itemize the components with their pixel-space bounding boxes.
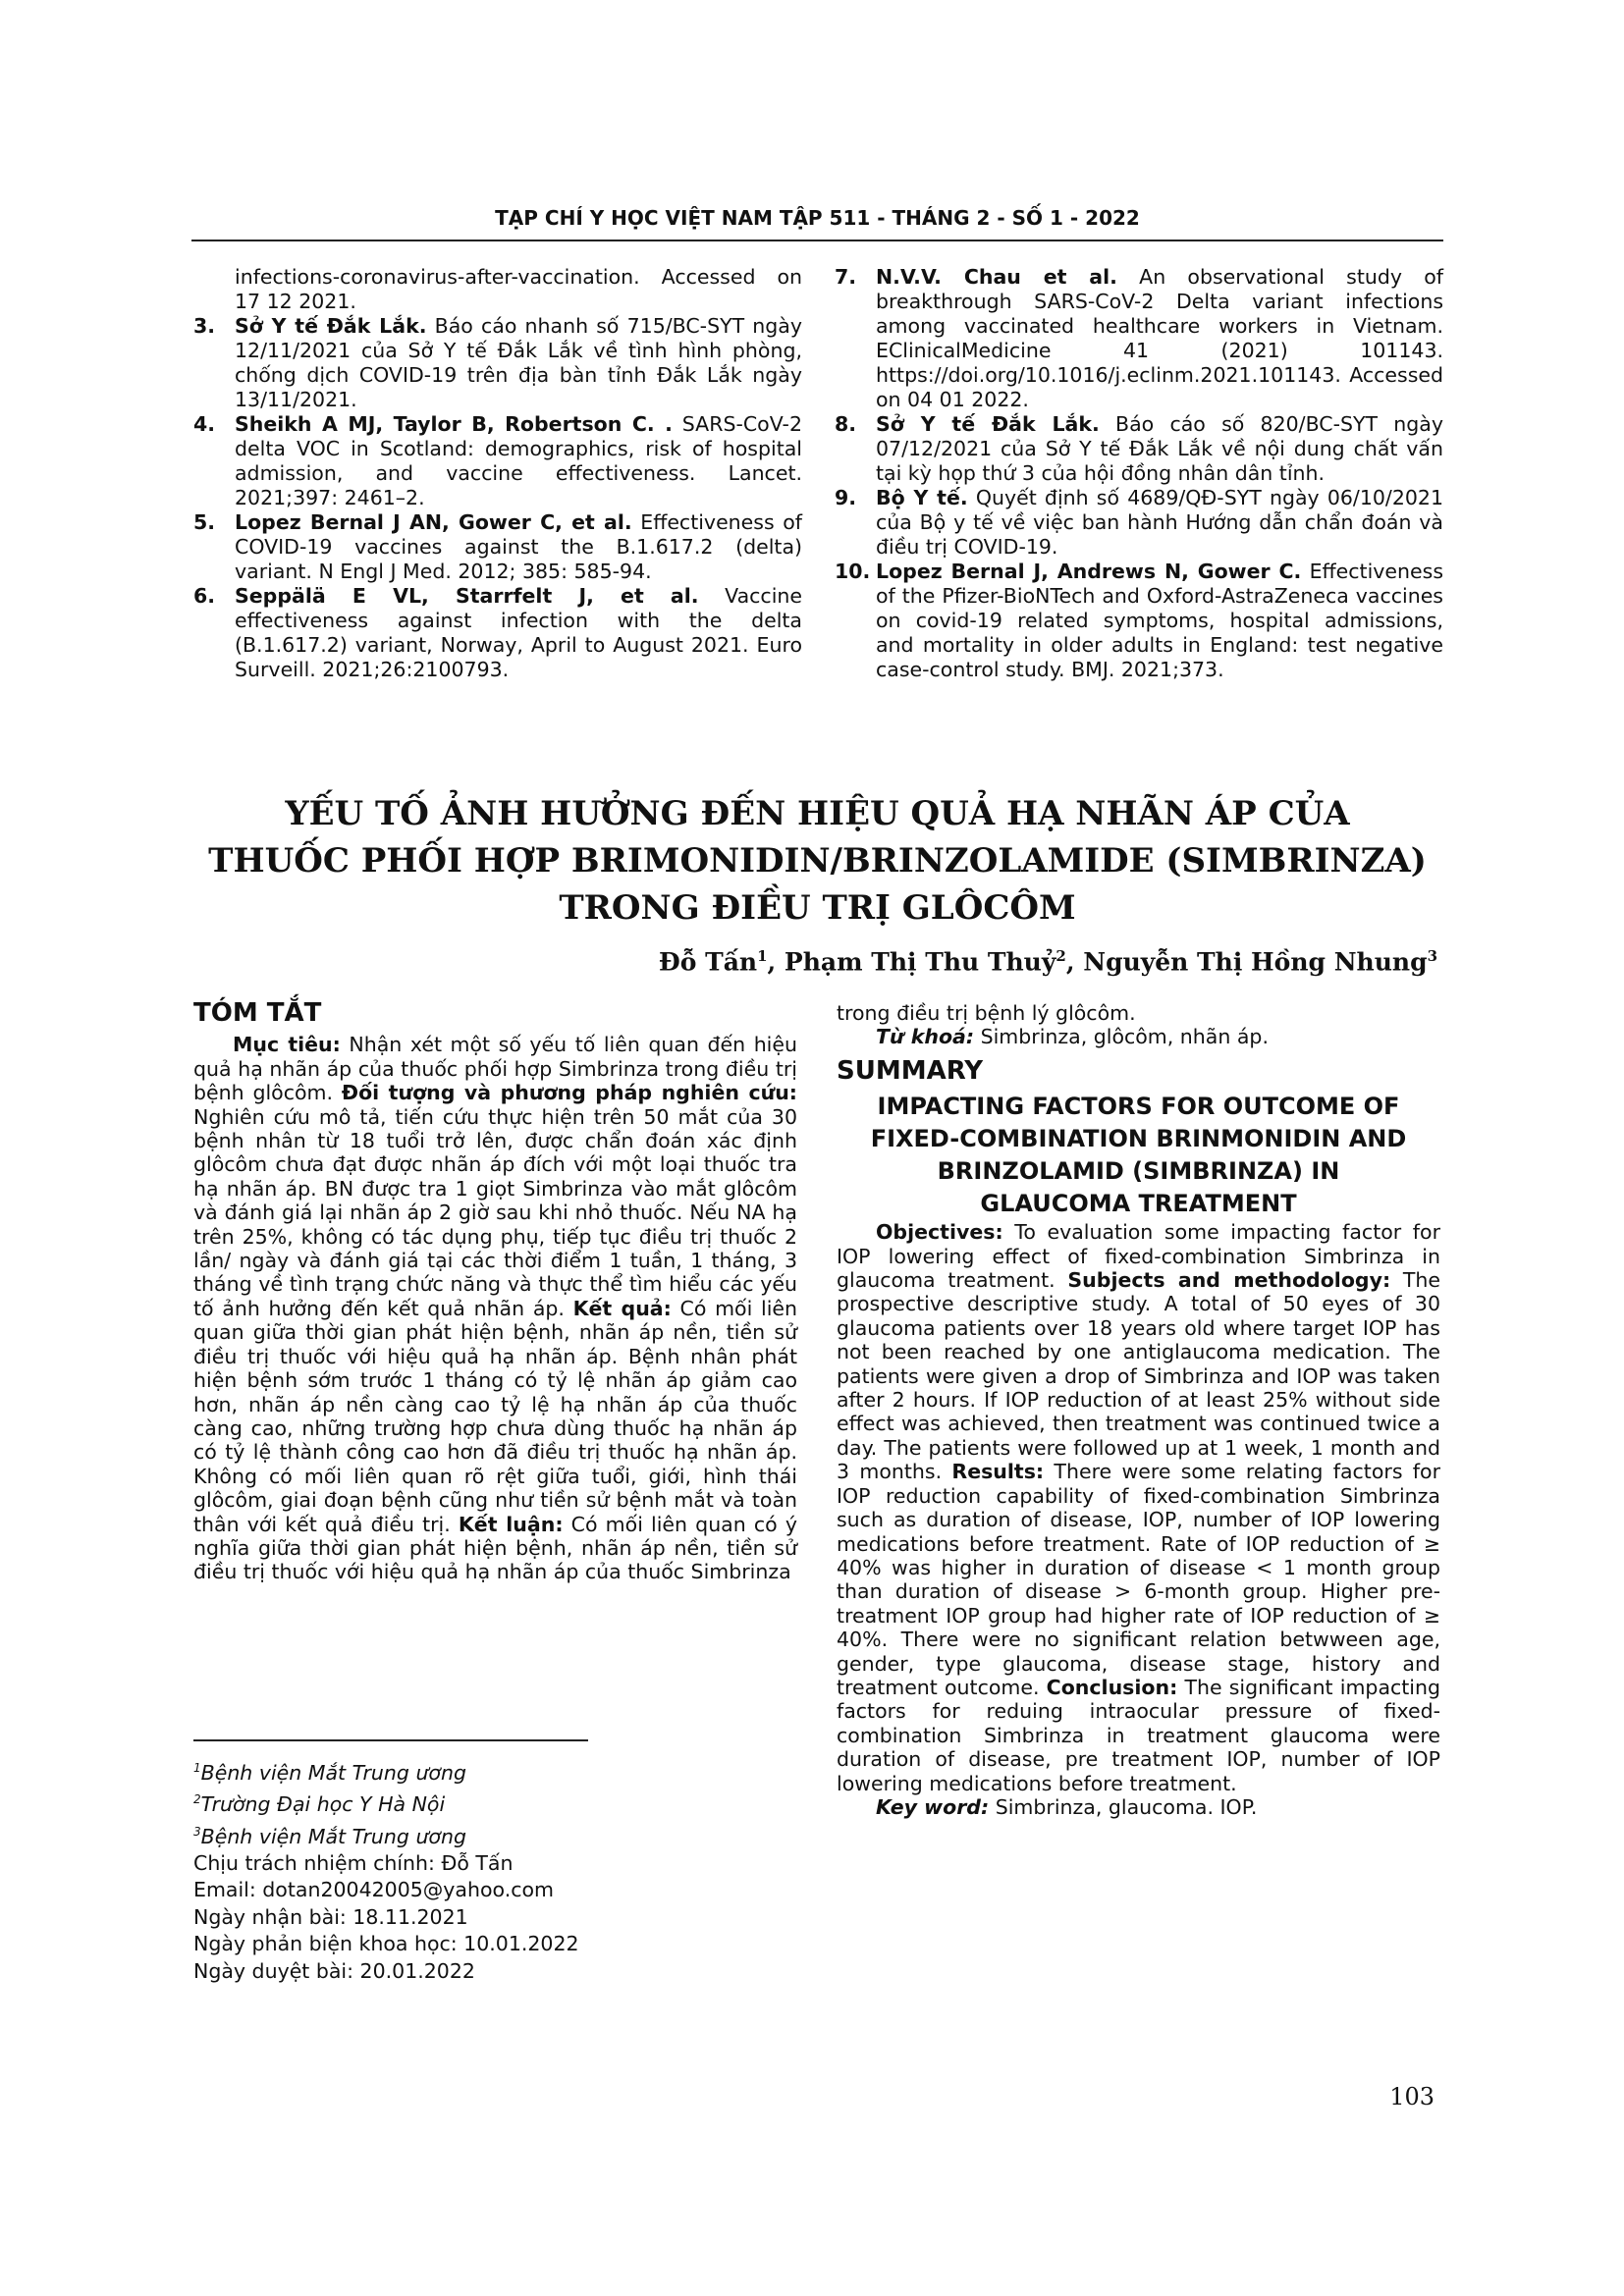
label-subjects: Subjects and methodology:	[1067, 1268, 1391, 1293]
reference-text: Báo cáo nhanh số 715/BC-SYT ngày 12/11/2021 của Sở Y tế Đắk Lắk về tình hình phòng, chống dịch COVID-19 trên địa bàn tỉnh Đắk Lắk ngày 13/11/2021.	[235, 314, 802, 411]
english-title-line: IMPACTING FACTORS FOR OUTCOME OF	[877, 1093, 1400, 1121]
label-results-en: Results:	[951, 1460, 1045, 1484]
affiliation-mark: 3	[193, 1824, 201, 1839]
reference-number: 3.	[193, 314, 216, 338]
page-number: 103	[1389, 2083, 1435, 2110]
label-keyword: Key word:	[876, 1794, 990, 1819]
vietnamese-abstract	[193, 998, 797, 1584]
conclusion-text-en: The significant impacting factors for reduing intraocular pressure of fixed-combination Simbrinza in treatment glaucoma were duration of disease, pre treatment IOP, number of IOP lowering medications before treatment.	[837, 1675, 1441, 1795]
results-text-en: There were some relating factors for IOP reduction capability of fixed-combination Simbrinza such as duration of disease, IOP, number of IOP lowering medications before treatment. Rate of IOP reduction of ≥ 40% was higher in duration of disease < 1 month group than duration of disease > 6-month group. Higher pre-treatment IOP group had higher rate of IOP reduction of ≥ 40%. There were no significant relation betwween age, gender, type glaucoma, disease stage, history and treatment outcome.	[837, 1460, 1440, 1699]
affiliation-mark: 1	[193, 1761, 201, 1775]
reference-number: 10.	[835, 560, 871, 583]
reference-authors: Seppälä E VL, Starrfelt J, et al.	[235, 584, 699, 608]
affiliation-mark: 2	[193, 1792, 201, 1807]
date-accepted: Ngày duyệt bài: 20.01.2022	[193, 1958, 475, 1983]
affiliation-2	[193, 1787, 797, 1818]
reference-number: 7.	[835, 265, 857, 289]
abstract-paragraph	[193, 1033, 797, 1583]
references-right	[835, 265, 1443, 682]
reference-number: 6.	[193, 584, 216, 608]
reference-item	[193, 584, 802, 682]
english-title	[837, 1091, 1440, 1220]
affiliation-mark: 2	[1056, 947, 1066, 965]
reference-number: 4.	[193, 412, 216, 436]
affiliation-3	[193, 1819, 797, 1850]
reference-text: SARS-CoV-2 delta VOC in Scotland: demographics, risk of hospital admission, and vaccine effectiveness. Lancet. 2021;397: 2461–2.	[235, 412, 802, 509]
subjects-text: The prospective descriptive study. A total of 50 eyes of 30 glaucoma patients over 18 years old where target IOP has not been reached by one antiglaucoma medication. The patients were given a drop of Simbrinza and IOP was taken after 2 hours. If IOP reduction of at least 25% without side effect was achieved, then treatment was continued twice a day. The patients were followed up at 1 week, 1 month and 3 months.	[837, 1268, 1440, 1484]
keyword-text: Simbrinza, glaucoma. IOP.	[989, 1794, 1258, 1819]
reference-authors: N.V.V. Chau et al.	[876, 265, 1117, 289]
label-conclusion-en: Conclusion:	[1046, 1675, 1178, 1699]
date-reviewed: Ngày phản biện khoa học: 10.01.2022	[193, 1932, 579, 1956]
reference-authors: Sở Y tế Đắk Lắk.	[235, 314, 427, 338]
corresponding-author: Chịu trách nhiệm chính: Đỗ Tấn	[193, 1850, 514, 1875]
reference-item	[193, 412, 802, 510]
affiliation-mark: 3	[1427, 947, 1437, 965]
reference-text: Effectiveness of COVID-19 vaccines against the B.1.617.2 (delta) variant. N Engl J Med. 2012; 385: 585-94.	[235, 510, 802, 583]
summary-paragraph	[837, 1220, 1440, 1795]
label-method: Đối tượng và phương pháp nghiên cứu:	[341, 1081, 797, 1105]
affiliation-text: Bệnh viện Mắt Trung ương	[200, 1824, 466, 1848]
footnote-divider	[193, 1739, 588, 1741]
reference-item	[193, 265, 802, 314]
contact-email: Email: dotan20042005@yahoo.com	[193, 1878, 554, 1902]
reference-text: Vaccine effectiveness against infection with the delta (B.1.617.2) variant, Norway, April to August 2021. Euro Surveill. 2021;26:2100793.	[235, 584, 802, 681]
english-title-line: GLAUCOMA TREATMENT	[980, 1190, 1297, 1218]
label-conclusion: Kết luận:	[458, 1512, 564, 1536]
results-text: Có mối liên quan giữa thời gian phát hiện bệnh, nhãn áp nền, tiền sử điều trị thuốc với hiệu quả hạ nhãn áp. Bệnh nhân phát hiện bệnh sớm trước 1 tháng có tỷ lệ nhãn áp giảm cao hơn, nhãn áp nền càng cao tỷ lệ hạ nhãn áp của thuốc càng cao, những trường hợp chưa dùng thuốc hạ nhãn áp có tỷ lệ thành công cao hơn đã điều trị thuốc hạ nhãn áp. Không có mối liên quan rõ rệt giữa tuổi, giới, hình thái glôcôm, giai đoạn bệnh cũng như tiền sử bệnh mắt và toàn thân với kết quả điều trị.	[193, 1296, 797, 1536]
author-name: , Nguyễn Thị Hồng Nhung	[1065, 947, 1428, 977]
reference-text: Effectiveness of the Pfizer-BioNTech and Oxford-AstraZeneca vaccines on covid-19 related symptoms, hospital admissions, and mortality in older adults in England: test negative case-control study. BMJ. 2021;373.	[876, 560, 1443, 681]
objective-text: Nhận xét một số yếu tố liên quan đến hiệu quả hạ nhãn áp của thuốc phối hợp Simbrinza trong điều trị bệnh glôcôm.	[193, 1033, 797, 1105]
reference-number: 9.	[835, 486, 857, 509]
author-name: , Phạm Thị Thu Thuỷ	[767, 947, 1056, 977]
reference-authors: Lopez Bernal J AN, Gower C, et al.	[235, 510, 632, 534]
reference-text: Quyết định số 4689/QĐ-SYT ngày 06/10/2021 của Bộ y tế về việc ban hành Hướng dẫn chẩn đoán và điều trị COVID-19.	[876, 486, 1443, 559]
reference-authors: Sở Y tế Đắk Lắk.	[876, 412, 1100, 436]
footnotes	[193, 1755, 797, 1985]
article-title	[191, 790, 1443, 932]
english-title-line: BRINZOLAMID (SIMBRINZA) IN	[937, 1157, 1340, 1186]
reference-authors: Lopez Bernal J, Andrews N, Gower C.	[876, 560, 1302, 583]
english-title-line: FIXED-COMBINATION BRINMONIDIN AND	[870, 1125, 1407, 1153]
author-list	[659, 947, 1437, 976]
abstract-continuation: trong điều trị bệnh lý glôcôm.	[837, 1001, 1136, 1025]
date-received: Ngày nhận bài: 18.11.2021	[193, 1904, 468, 1929]
keywords-text: Simbrinza, glôcôm, nhãn áp.	[974, 1025, 1269, 1049]
reference-number: 5.	[193, 510, 216, 534]
reference-authors: Sheikh A MJ, Taylor B, Robertson C. .	[235, 412, 673, 436]
author-name: Đỗ Tấn	[658, 947, 758, 977]
reference-number: 8.	[835, 412, 857, 436]
keywords-vn	[837, 1025, 1440, 1048]
title-line: THUỐC PHỐI HỢP BRIMONIDIN/BRINZOLAMIDE (SIMBRINZA)	[208, 841, 1427, 881]
reference-item	[835, 412, 1443, 486]
title-line: YẾU TỐ ẢNH HƯỞNG ĐẾN HIỆU QUẢ HẠ NHÃN ÁP CỦA	[285, 794, 1350, 833]
affiliation-mark: 1	[757, 947, 768, 965]
affiliation-text: Trường Đại học Y Hà Nội	[200, 1792, 446, 1817]
label-results: Kết quả:	[572, 1296, 672, 1320]
reference-text: Báo cáo số 820/BC-SYT ngày 07/12/2021 của Sở Y tế Đắk Lắk về nội dung chất vấn tại kỳ họp thứ 3 của hội đồng nhân dân tỉnh.	[876, 412, 1443, 485]
reference-authors: Bộ Y tế.	[876, 486, 968, 509]
reference-item	[835, 486, 1443, 560]
conclusion-text: Có mối liên quan có ý nghĩa giữa thời gian phát hiện bệnh, nhãn áp nền, tiền sử điều trị thuốc với hiệu quả hạ nhãn áp của thuốc Simbrinza	[193, 1512, 797, 1584]
affiliation-1	[193, 1755, 797, 1787]
title-line: TRONG ĐIỀU TRỊ GLÔCÔM	[559, 888, 1076, 928]
objectives-text: To evaluation some impacting factor for IOP lowering effect of fixed-combination Simbrinza in glaucoma treatment.	[837, 1220, 1440, 1293]
journal-header: TẠP CHÍ Y HỌC VIỆT NAM TẬP 511 - THÁNG 2 - SỐ 1 - 2022	[191, 206, 1443, 241]
label-objective: Mục tiêu:	[233, 1033, 341, 1057]
reference-item	[193, 314, 802, 412]
label-objectives: Objectives:	[876, 1220, 1003, 1245]
affiliation-text: Bệnh viện Mắt Trung ương	[200, 1760, 466, 1785]
summary-heading: SUMMARY	[837, 1055, 984, 1086]
reference-text: infections-coronavirus-after-vaccination. Accessed on 17 12 2021.	[235, 265, 802, 313]
reference-text: An observational study of breakthrough SARS-CoV-2 Delta variant infections among vaccinated healthcare workers in Vietnam. EClinicalMedicine 41 (2021) 101143. https://doi.org/10.1016/j.eclinm.2021.101143. Accessed on 04 01 2022.	[876, 265, 1443, 411]
references-left	[193, 265, 802, 682]
abstract-heading: TÓM TẮT	[193, 998, 322, 1028]
reference-item	[835, 560, 1443, 682]
label-keywords: Từ khoá:	[876, 1025, 975, 1049]
english-summary-column	[837, 1001, 1440, 1819]
reference-item	[835, 265, 1443, 412]
method-text: Nghiên cứu mô tả, tiến cứu thực hiện trên 50 mắt của 30 bệnh nhân từ 18 tuổi trở lên, được chẩn đoán xác định glôcôm chưa đạt được nhãn áp đích với một loại thuốc tra hạ nhãn áp. BN được tra 1 giọt Simbrinza vào mắt glôcôm và đánh giá lại nhãn áp 2 giờ sau khi nhỏ thuốc. Nếu NA hạ trên 25%, không có tác dụng phụ, tiếp tục điều trị thuốc 2 lần/ ngày và đánh giá tại các thời điểm 1 tuần, 1 tháng, 3 tháng về tình trạng chức năng và thực thể tìm hiểu các yếu tố ảnh hưởng đến kết quả nhãn áp.	[193, 1104, 797, 1320]
keywords-en	[837, 1795, 1440, 1819]
reference-item	[193, 510, 802, 584]
